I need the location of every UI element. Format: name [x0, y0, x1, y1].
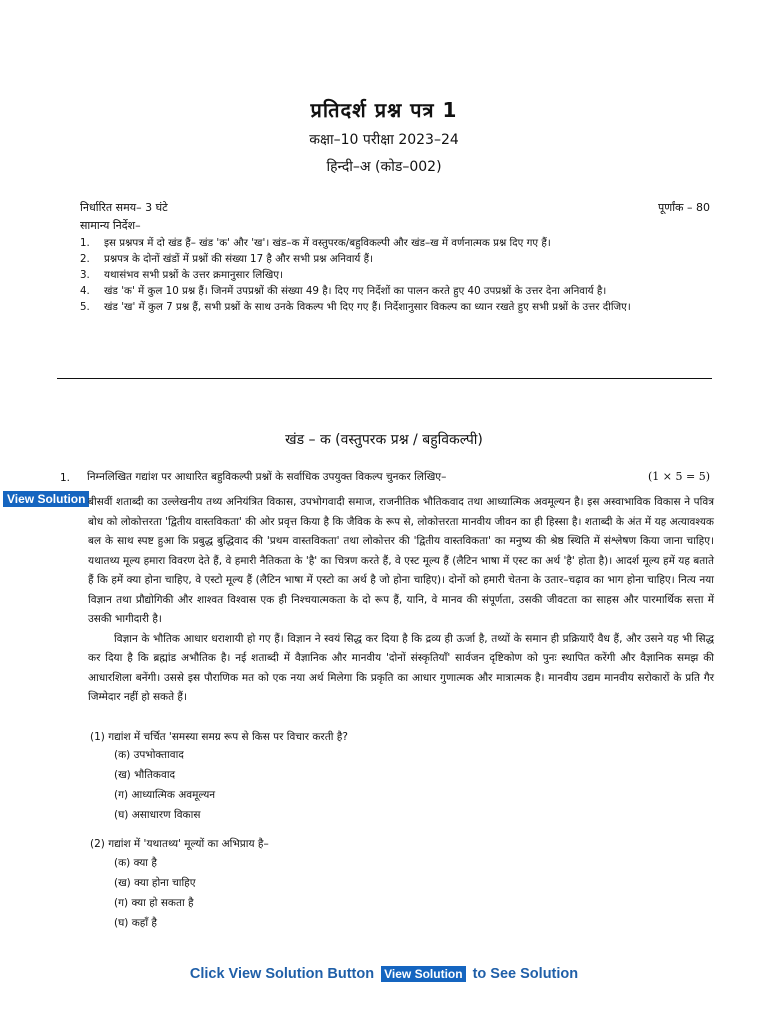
instruction-number: 4.	[80, 285, 90, 297]
instruction-number: 2.	[80, 253, 90, 265]
paper-title: प्रतिदर्श प्रश्न पत्र 1	[310, 98, 458, 122]
time-allowed: निर्धारित समय– 3 घंटे	[80, 201, 168, 214]
instructions-list	[80, 235, 714, 315]
subject-line: हिन्दी–अ (कोड–002)	[326, 159, 442, 175]
instruction-text: यथासंभव सभी प्रश्नों के उत्तर क्रमानुसार लिखिए।	[104, 269, 283, 281]
question-prompt: निम्नलिखित गद्यांश पर आधारित बहुविकल्पी प्रश्नों के सर्वाधिक उपयुक्त विकल्प चुनकर लिखिए–	[87, 471, 447, 483]
footer-text-before: Click View Solution Button	[189, 966, 375, 982]
option-item: (घ) असाधारण विकास	[114, 809, 201, 821]
instruction-item	[80, 267, 714, 283]
instruction-number: 3.	[80, 269, 90, 281]
instruction-text: खंड 'ख' में कुल 7 प्रश्न हैं, सभी प्रश्नों के साथ उनके विकल्प भी दिए गए हैं। निर्देशानुसार विकल्प का ध्यान रखते हुए सभी प्रश्नों के उत्तर दीजिए।	[104, 301, 631, 313]
section-divider	[57, 378, 712, 379]
footer-text-after: to See Solution	[472, 966, 579, 982]
option-item: (ख) क्या होना चाहिए	[114, 877, 196, 889]
instruction-text: खंड 'क' में कुल 10 प्रश्न हैं। जिनमें उपप्रश्नों की संख्या 49 है। दिए गए निर्देशों का पालन करते हुए 40 उपप्रश्नों के उत्तर देना अनिवार्य है।	[104, 285, 607, 297]
instruction-number: 1.	[80, 237, 90, 249]
option-item: (ख) भौतिकवाद	[114, 769, 176, 781]
max-marks: पूर्णांक – 80	[658, 201, 710, 214]
instruction-item	[80, 283, 714, 299]
footer-instruction	[0, 966, 768, 982]
question-number: 1.	[60, 472, 71, 484]
general-instructions-title: सामान्य निर्देश–	[80, 219, 141, 232]
instruction-number: 5.	[80, 301, 90, 313]
instruction-text: प्रश्नपत्र के दोनों खंडों में प्रश्नों की संख्या 17 है और सभी प्रश्न अनिवार्य हैं।	[104, 253, 373, 265]
instruction-item	[80, 251, 714, 267]
instruction-item	[80, 299, 714, 315]
view-solution-button[interactable]: View Solution	[3, 491, 89, 507]
option-item: (क) क्या है	[114, 857, 157, 869]
passage-paragraph-2: विज्ञान के भौतिक आधार धराशायी हो गए हैं। विज्ञान ने स्वयं सिद्ध कर दिया है कि द्रव्य ही ऊर्जा है, तथ्यों के समान ही प्रक्रियाएँ वैध हैं, और उसने यह भी सिद्ध कर दिया है कि ब्रह्मांड अभौतिक है। नई शताब्दी में वैज्ञानिक और मानवीय 'दोनों संस्कृतियाँ' सार्वजन दृष्टिकोण को पुनः स्थापित करेंगी और वैज्ञानिक समझ की आधारशिला बनेंगी। उससे इस पौराणिक मत को एक नया अर्थ मिलेगा कि प्रकृति का आधार गुणात्मक और मात्रात्मक है। मानवीय उद्यम मानवीय सरोकारों के प्रति गैर जिम्मेदार नहीं हो सकते हैं।	[88, 632, 714, 703]
class-exam-line: कक्षा–10 परीक्षा 2023–24	[309, 132, 459, 148]
subquestion-2: (2) गद्यांश में 'यथातथ्य' मूल्यों का अभिप्राय है–	[90, 838, 269, 850]
subquestion-2-options	[114, 853, 196, 933]
passage	[88, 493, 714, 708]
question-marks: (1 × 5 = 5)	[648, 470, 710, 483]
option-item: (ग) आध्यात्मिक अवमूल्यन	[114, 789, 216, 801]
option-item: (ग) क्या हो सकता है	[114, 897, 194, 909]
passage-paragraph-1: बीसवीं शताब्दी का उल्लेखनीय तथ्य अनियंत्रित विकास, उपभोगवादी समाज, राजनीतिक भौतिकवाद तथा आध्यात्मिक अवमूल्यन है। इस अस्वाभाविक विकास ने पवित्र बोध को लोकोत्तरता 'द्वितीय वास्तविकता' की ओर प्रवृत्त किया है कि जैविक के रूप से, लोकोत्तरता मानवीय जीवन का ही हिस्सा है। शताब्दी के अंत में यह अत्यावश्यक बल के साथ स्पष्ट हुआ कि प्रबुद्ध बुद्धिवाद की 'प्रथम वास्तविकता' तथा लोकोत्तर की 'द्वितीय वास्तविकता' का मनुष्य की श्रेष्ठ स्थिति में संश्लेषण किया जाना चाहिए। यथातथ्य मूल्य हमारा विवरण देते हैं, वे हमारी नैतिकता के 'है' का चित्रण करते हैं, वे एस्ट मूल्य हैं (लैटिन भाषा में एस्ट का अर्थ 'है' होता है)। आदर्श मूल्य हमें यह बताते हैं कि हमें क्या होना चाहिए, वे एस्टो मूल्य हैं (लैटिन भाषा में एस्टो का अर्थ है जो होना चाहिए)। दोनों को हमारी चेतना के उतार–चढ़ाव का भाग होना चाहिए। नित्य नया विज्ञान तथा प्रौद्योगिकी और शाश्वत विश्वास एक ही निश्चयात्मकता के दो रूप हैं, यानि, वे मानव की संपूर्णता, उसकी जीवटता का साहस और पारमार्थिक सत्ता में उसकी भागीदारी है।	[88, 496, 714, 625]
footer-view-solution-button[interactable]: View Solution	[381, 966, 465, 982]
instruction-item	[80, 235, 714, 251]
subquestion-1-options	[114, 745, 215, 825]
instruction-text: इस प्रश्नपत्र में दो खंड हैं– खंड 'क' और 'ख'। खंड–क में वस्तुपरक/बहुविकल्पी और खंड–ख में वर्णनात्मक प्रश्न दिए गए हैं।	[104, 237, 551, 249]
option-item: (घ) कहाँ है	[114, 917, 158, 929]
section-title: खंड – क (वस्तुपरक प्रश्न / बहुविकल्पी)	[285, 432, 483, 448]
subquestion-1: (1) गद्यांश में चर्चित 'समस्या समग्र रूप से किस पर विचार करती है?	[90, 731, 348, 743]
option-item: (क) उपभोक्तावाद	[114, 749, 184, 761]
